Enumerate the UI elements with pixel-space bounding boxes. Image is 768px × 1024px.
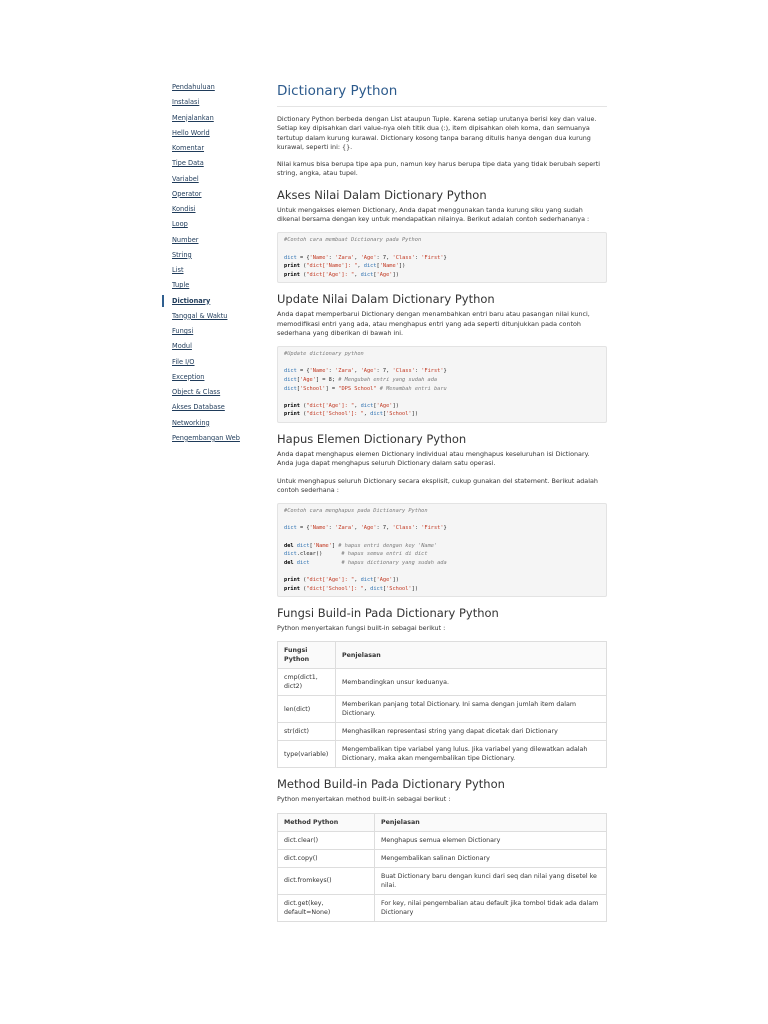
table-header: Method Python bbox=[278, 813, 375, 831]
code-block-update bbox=[277, 346, 607, 423]
main-content bbox=[277, 82, 607, 928]
sidebar-item-networking[interactable]: Networking bbox=[172, 418, 210, 427]
code-line: print ("dict['Age']: ", dict['Age']) bbox=[284, 402, 399, 409]
section-akses-desc: Untuk mengakses elemen Dictionary, Anda dapat menggunakan tanda kurung siku yang sudah dikenal bersama dengan key untuk mendapatkan nilainya. Berikut adalah contoh sederhananya : bbox=[277, 205, 590, 224]
table-cell: dict.copy() bbox=[278, 849, 375, 867]
table-cell: For key, nilai pengembalian atau default jika tombol tidak ada dalam Dictionary bbox=[375, 894, 607, 921]
table-row bbox=[278, 696, 607, 723]
section-method-title: Method Build-in Pada Dictionary Python bbox=[277, 777, 505, 792]
sidebar-item-hello-world[interactable]: Hello World bbox=[172, 128, 210, 137]
code-line: del dict # hapus dictionary yang sudah ada bbox=[284, 559, 447, 566]
code-line: print ("dict['Name']: ", dict['Name']) bbox=[284, 263, 406, 270]
table-cell: cmp(dict1, dict2) bbox=[278, 669, 336, 696]
code-block-hapus bbox=[277, 503, 607, 597]
table-cell: len(dict) bbox=[278, 696, 336, 723]
table-cell: type(variable) bbox=[278, 741, 336, 768]
code-line: dict['School'] = "DPS School" # Menambah entri baru bbox=[284, 385, 447, 392]
fungsi-table bbox=[277, 641, 607, 768]
sidebar-item-variabel[interactable]: Variabel bbox=[172, 174, 199, 183]
sidebar-item-modul[interactable]: Modul bbox=[172, 342, 192, 351]
sidebar-item-string[interactable]: String bbox=[172, 250, 192, 259]
section-hapus-desc-1: Anda dapat menghapus elemen Dictionary individual atau menghapus keseluruhan isi Dictionary. Anda juga dapat menghapus seluruh Dictionary dalam satu operasi. bbox=[277, 449, 590, 468]
sidebar-item-tanggal-waktu[interactable]: Tanggal & Waktu bbox=[172, 311, 228, 320]
table-cell: Mengembalikan salinan Dictionary bbox=[375, 849, 607, 867]
table-header: Penjelasan bbox=[336, 642, 607, 669]
sidebar-item-komentar[interactable]: Komentar bbox=[172, 144, 205, 152]
table-cell: Membandingkan unsur keduanya. bbox=[336, 669, 607, 696]
table-row bbox=[278, 831, 607, 849]
section-update-desc: Anda dapat memperbarui Dictionary dengan menambahkan entri baru atau pasangan nilai kunci, memodifikasi entri yang ada, atau menghapus entri yang ada seperti ditunjukkan pada contoh sederhana yang diberikan di bawah ini. bbox=[277, 310, 590, 337]
page-title: Dictionary Python bbox=[277, 82, 607, 107]
sidebar-item-pendahuluan[interactable]: Pendahuluan bbox=[172, 83, 215, 91]
table-cell: Buat Dictionary baru dengan kunci dari seq dan nilai yang disetel ke nilai. bbox=[375, 867, 607, 894]
table-row bbox=[278, 849, 607, 867]
code-comment: #Contoh cara menghapus pada Dictionary Python bbox=[284, 508, 428, 515]
sidebar-item-object-class[interactable]: Object & Class bbox=[172, 388, 221, 396]
code-line: print ("dict['School']: ", dict['School']) bbox=[284, 585, 419, 592]
code-line: del dict['Name'] # hapus entri dengan key 'Name' bbox=[284, 542, 438, 549]
table-cell: Mengembalikan tipe variabel yang lulus. Jika variabel yang dilewatkan adalah Dictionary, maka akan mengembalikan tipe Dictionary. bbox=[336, 741, 607, 768]
table-header-row bbox=[278, 813, 607, 831]
sidebar-item-dictionary[interactable]: Dictionary bbox=[162, 298, 254, 313]
table-row bbox=[278, 723, 607, 741]
section-fungsi-title: Fungsi Build-in Pada Dictionary Python bbox=[277, 606, 499, 621]
table-cell: dict.fromkeys() bbox=[278, 867, 375, 894]
table-row bbox=[278, 894, 607, 921]
sidebar-item-number[interactable]: Number bbox=[172, 235, 199, 244]
code-comment: #Contoh cara membuat Dictionary pada Python bbox=[284, 237, 422, 244]
table-header: Penjelasan bbox=[375, 813, 607, 831]
table-cell: dict.get(key, default=None) bbox=[278, 894, 375, 921]
section-fungsi-desc: Python menyertakan fungsi built-in sebagai berikut : bbox=[277, 624, 446, 633]
sidebar-item-menjalankan[interactable]: Menjalankan bbox=[172, 113, 214, 122]
sidebar-item-file-io[interactable]: File I/O bbox=[172, 357, 195, 366]
table-cell: str(dict) bbox=[278, 723, 336, 741]
code-line: dict = {'Name': 'Zara', 'Age': 7, 'Class': 'First'} bbox=[284, 368, 447, 375]
code-line: dict = {'Name': 'Zara', 'Age': 7, 'Class': 'First'} bbox=[284, 254, 447, 261]
code-comment: #Update dictionary python bbox=[284, 351, 364, 358]
sidebar-item-exception[interactable]: Exception bbox=[172, 372, 205, 381]
sidebar-item-tuple[interactable]: Tuple bbox=[172, 281, 190, 290]
sidebar-item-operator[interactable]: Operator bbox=[172, 189, 202, 198]
section-update-title: Update Nilai Dalam Dictionary Python bbox=[277, 292, 495, 307]
sidebar-item-akses-database[interactable]: Akses Database bbox=[172, 403, 225, 412]
method-table bbox=[277, 813, 607, 922]
code-line: print ("dict['Age']: ", dict['Age']) bbox=[284, 271, 399, 278]
table-cell: Memberikan panjang total Dictionary. Ini sama dengan jumlah item dalam Dictionary. bbox=[336, 696, 607, 723]
code-line: dict['Age'] = 8; # Mengubah entri yang sudah ada bbox=[284, 377, 438, 384]
code-line: print ("dict['School']: ", dict['School']) bbox=[284, 411, 419, 418]
sidebar-nav bbox=[162, 84, 254, 450]
section-method-desc: Python menyertakan method built-in sebagai berikut : bbox=[277, 795, 451, 804]
sidebar-item-instalasi[interactable]: Instalasi bbox=[172, 98, 200, 107]
intro-paragraph-2: Nilai kamus bisa berupa tipe apa pun, namun key harus berupa tipe data yang tidak berubah seperti string, angka, atau tupel. bbox=[277, 160, 601, 178]
section-hapus-desc-2: Untuk menghapus seluruh Dictionary secara eksplisit, cukup gunakan del statement. Berikut adalah contoh sederhana : bbox=[277, 476, 598, 494]
table-cell: dict.clear() bbox=[278, 831, 375, 849]
code-line: print ("dict['Age']: ", dict['Age']) bbox=[284, 576, 399, 583]
table-header-row bbox=[278, 642, 607, 669]
sidebar-item-fungsi[interactable]: Fungsi bbox=[172, 327, 194, 335]
table-row bbox=[278, 741, 607, 768]
code-block-akses bbox=[277, 232, 607, 283]
table-header: Fungsi Python bbox=[278, 642, 336, 669]
section-hapus-title: Hapus Elemen Dictionary Python bbox=[277, 431, 467, 446]
table-cell: Menghapus semua elemen Dictionary bbox=[375, 831, 607, 849]
table-cell: Menghasilkan representasi string yang dapat dicetak dari Dictionary bbox=[336, 723, 607, 741]
table-row bbox=[278, 669, 607, 696]
table-row bbox=[278, 867, 607, 894]
section-akses-title: Akses Nilai Dalam Dictionary Python bbox=[277, 187, 487, 202]
sidebar-item-tipe-data[interactable]: Tipe Data bbox=[172, 159, 204, 168]
sidebar-item-kondisi[interactable]: Kondisi bbox=[172, 205, 196, 213]
code-line: dict.clear() # hapus semua entri di dict bbox=[284, 551, 428, 558]
code-line: dict = {'Name': 'Zara', 'Age': 7, 'Class': 'First'} bbox=[284, 525, 447, 532]
sidebar-item-list[interactable]: List bbox=[172, 266, 184, 274]
sidebar-item-pengembangan-web[interactable]: Pengembangan Web bbox=[172, 433, 240, 442]
intro-paragraph-1: Dictionary Python berbeda dengan List ataupun Tuple. Karena setiap urutanya berisi key dan value. Setiap key dipisahkan dari value-nya oleh titik dua (:), item dipisahkan oleh koma, dan semuanya tertutup dalam kurung kurawal. Dictionary kosong tanpa barang ditulis hanya dengan dua kurung kurawal, seperti ini: {}. bbox=[277, 115, 597, 151]
sidebar-item-loop[interactable]: Loop bbox=[172, 220, 188, 229]
